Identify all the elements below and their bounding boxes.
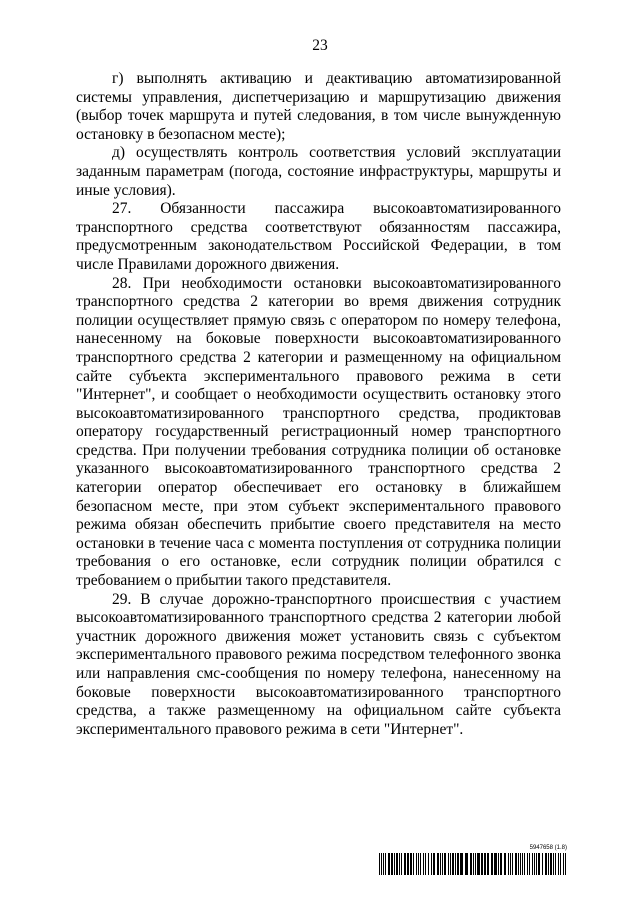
paragraph-item-28: 28. При необходимости остановки высокоавтоматизированного транспортного средства 2 категории во время движения сотрудник полиции осуществляет прямую связь с оператором по номеру телефона, нанесенному на боковые поверхности высокоавтоматизированного транспортного средства 2 категории и размещенному на официальном сайте субъекта экспериментального правового режима в сети "Интернет", и сообщает о необходимости осуществить остановку этого высокоавтоматизированного транспортного средства, продиктовав оператору государственный регистрационный номер транспортного средства. При получении требования сотрудника полиции об остановке указанного высокоавтоматизированного транспортного средства 2 категории оператор обеспечивает его остановку в ближайшем безопасном месте, при этом субъект экспериментального правового режима обязан обеспечить прибытие своего представителя на место остановки в течение часа с момента поступления от сотрудника полиции требования о его остановке, если сотрудник полиции обратился с требованием о прибытии такого представителя. — [76, 274, 561, 590]
paragraph-subitem-g: г) выполнять активацию и деактивацию автоматизированной системы управления, диспетчеризацию и маршрутизацию движения (выбор точек маршрута и путей следования, в том числе вынужденную остановку в безопасном месте); — [76, 70, 561, 143]
paragraph-item-29: 29. В случае дорожно-транспортного происшествия с участием высокоавтоматизированного транспортного средства 2 категории любой участник дорожного движения может установить связь с субъектом экспериментального правового режима посредством телефонного звонка или направления смс-сообщения по номеру телефона, нанесенному на боковые поверхности высокоавтоматизированного транспортного средства, а также размещенному на официальном сайте субъекта экспериментального правового режима в сети "Интернет". — [76, 590, 561, 738]
barcode-icon — [379, 853, 567, 875]
page-number: 23 — [312, 37, 328, 54]
barcode-code-label: 5947658 (1.8) — [529, 845, 567, 851]
document-body — [76, 70, 561, 739]
document-barcode — [379, 845, 567, 875]
paragraph-subitem-d: д) осуществлять контроль соответствия условий эксплуатации заданным параметрам (погода, состояние инфраструктуры, маршруты и иные условия). — [76, 144, 561, 199]
paragraph-item-27: 27. Обязанности пассажира высокоавтоматизированного транспортного средства соответствуют обязанностям пассажира, предусмотренным законодательством Российской Федерации, в том числе Правилами дорожного движения. — [76, 200, 561, 273]
